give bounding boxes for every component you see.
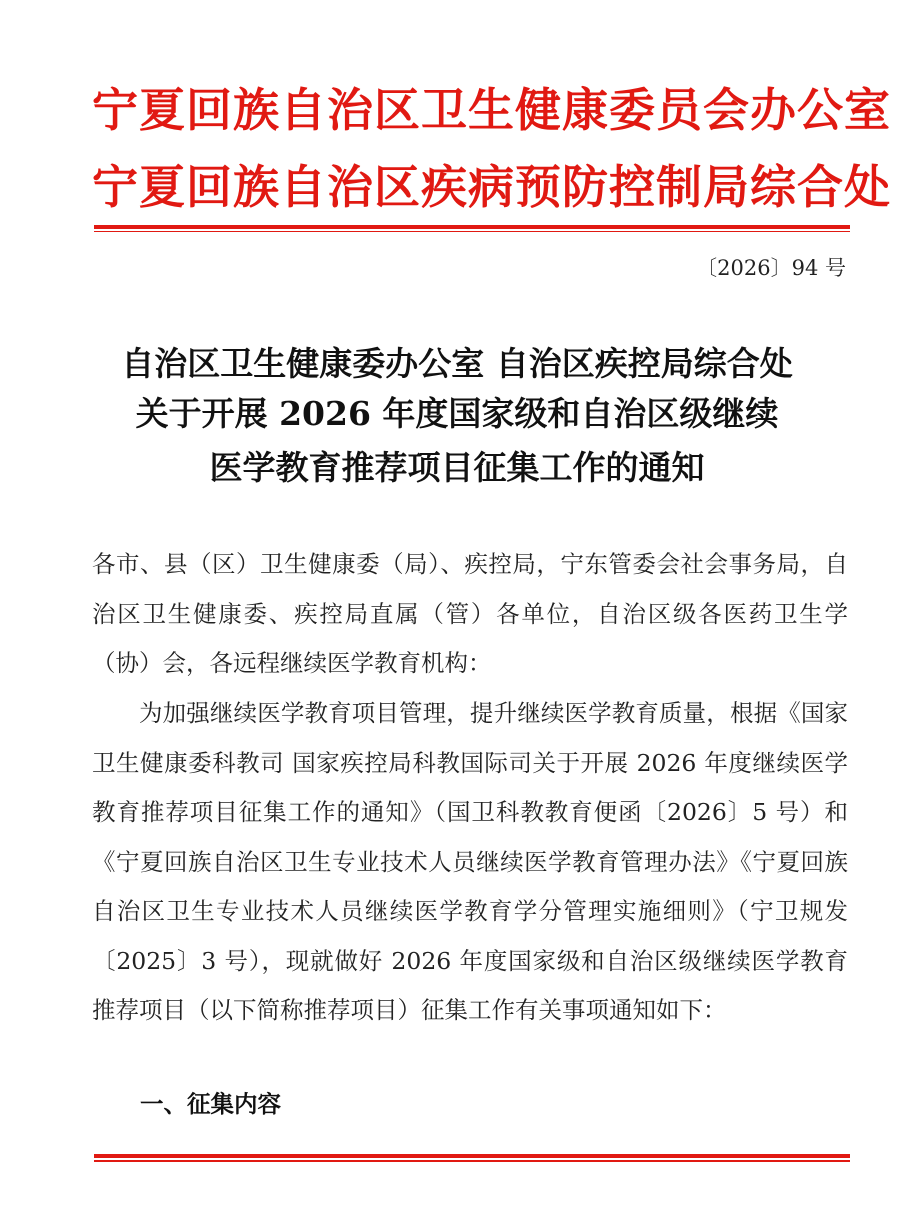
body-paragraph: 为加强继续医学教育项目管理，提升继续医学教育质量，根据《国家卫生健康委科教司 国家疾控局科教国际司关于开展 2026 年度继续医学教育推荐项目征集工作的通知》（国卫科教教育便函〔2026〕5 号）和《宁夏回族自治区卫生专业技术人员继续医学教育管理办法》《宁夏回族自治区卫生专业技术人员继续医学教育学分管理实施细则》（宁卫规发〔2025〕3 号），现就做好 2026 年度国家级和自治区级继续医学教育推荐项目（以下简称推荐项目）征集工作有关事项通知如下：	[92, 699, 848, 1024]
letterhead-red-rule	[94, 225, 850, 229]
document-number: 〔2026〕94 号	[696, 256, 846, 280]
footer-red-rule	[94, 1154, 850, 1158]
footer-red-rule-thin	[94, 1160, 850, 1162]
title-line-1: 自治区卫生健康委办公室 自治区疾控局综合处	[121, 344, 793, 383]
letterhead-org-1: 宁夏回族自治区卫生健康委员会办公室	[92, 83, 891, 137]
letterhead-org-2: 宁夏回族自治区疾病预防控制局综合处	[92, 160, 891, 214]
title-line-2: 关于开展 2026 年度国家级和自治区级继续	[135, 394, 779, 433]
title-line-3: 医学教育推荐项目征集工作的通知	[209, 448, 705, 487]
section-heading: 一、征集内容	[140, 1090, 281, 1118]
addressee-paragraph: 各市、县（区）卫生健康委（局）、疾控局，宁东管委会社会事务局，自治区卫生健康委、疾控局直属（管）各单位，自治区级各医药卫生学（协）会，各远程继续医学教育机构：	[92, 550, 848, 677]
letterhead-red-rule-thin	[94, 231, 850, 232]
